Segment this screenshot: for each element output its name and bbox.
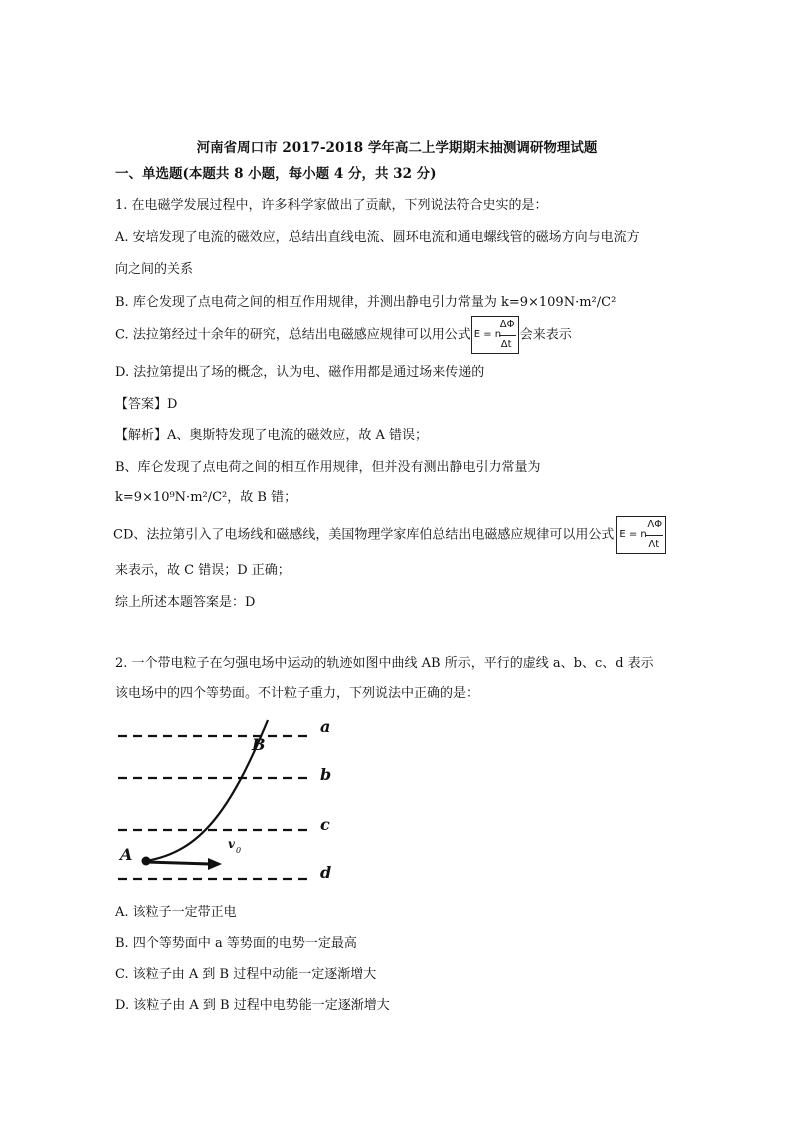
document-title: 河南省周口市 2017-2018 学年高二上学期期末抽测调研物理试题 bbox=[196, 140, 598, 156]
q1-option-a-line2: 向之间的关系 bbox=[115, 262, 194, 277]
q1-analysis-line2: B、库仑发现了点电荷之间的相互作用规律，但并没有测出静电引力常量为 bbox=[115, 460, 541, 475]
formula-fraction-bar bbox=[645, 535, 663, 536]
q1-analysis-line4-text: CD、法拉第引入了电场线和磁感线，美国物理学家库伯总结出电磁感应规律可以用公式 bbox=[113, 527, 615, 543]
formula-lhs: E = n bbox=[473, 329, 502, 340]
label-velocity-subscript: 0 bbox=[236, 846, 242, 855]
label-point-b: B bbox=[252, 735, 266, 754]
q2-stem-line1: 2. 一个带电粒子在匀强电场中运动的轨迹如图中曲线 AB 所示，平行的虚线 a、b、c、d 表示 bbox=[115, 656, 654, 671]
q2-option-a: A. 该粒子一定带正电 bbox=[115, 905, 237, 920]
formula-fraction-bar bbox=[499, 335, 516, 336]
equipotential-diagram bbox=[110, 712, 350, 892]
q1-answer: 【答案】D bbox=[115, 397, 178, 412]
formula-numerator: ΔΦ bbox=[499, 319, 515, 330]
label-point-a: A bbox=[120, 845, 133, 864]
formula-denominator: Δt bbox=[500, 339, 512, 350]
q1-analysis-line6: 综上所述本题答案是：D bbox=[115, 595, 256, 610]
q1-analysis-line1: 【解析】A、奥斯特发现了电流的磁效应，故 A 错误； bbox=[115, 428, 429, 443]
velocity-arrow bbox=[146, 862, 210, 864]
formula-emf-box-2 bbox=[616, 516, 666, 554]
label-a: a bbox=[320, 717, 331, 736]
formula-emf-box bbox=[471, 316, 519, 354]
q1-option-c-text: C. 法拉第经过十余年的研究，总结出电磁感应规律可以用公式 bbox=[115, 327, 471, 343]
q1-option-c bbox=[115, 316, 572, 354]
section-heading: 一、单选题(本题共 8 小题，每小题 4 分，共 32 分) bbox=[115, 166, 437, 182]
formula-lhs: E = n bbox=[619, 529, 647, 540]
arrow-head-icon bbox=[208, 858, 222, 870]
q1-stem: 1. 在电磁学发展过程中，许多科学家做出了贡献，下列说法符合史实的是： bbox=[115, 198, 548, 213]
q2-option-c: C. 该粒子由 A 到 B 过程中动能一定逐渐增大 bbox=[115, 967, 377, 982]
q1-analysis-line4 bbox=[113, 516, 666, 554]
q1-option-d: D. 法拉第提出了场的概念，认为电、磁作用都是通过场来传递的 bbox=[115, 365, 485, 380]
label-b: b bbox=[320, 765, 332, 784]
q1-option-b: B. 库仑发现了点电荷之间的相互作用规律，并测出静电引力常量为 k=9×109N·m²/C² bbox=[115, 295, 617, 310]
q1-option-a-line1: A. 安培发现了电流的磁效应，总结出直线电流、圆环电流和通电螺线管的磁场方向与电流方 bbox=[115, 230, 640, 245]
q2-option-b: B. 四个等势面中 a 等势面的电势一定最高 bbox=[115, 936, 357, 951]
q1-option-c-suffix: 会来表示 bbox=[519, 327, 572, 343]
label-c: c bbox=[320, 815, 330, 834]
q2-stem-line2: 该电场中的四个等势面。不计粒子重力，下列说法中正确的是： bbox=[115, 686, 480, 701]
formula-numerator: ΛΦ bbox=[647, 519, 663, 530]
q1-analysis-line3: k=9×10⁹N·m²/C²，故 B 错； bbox=[115, 490, 298, 505]
q1-analysis-line5: 来表示，故 C 错误；D 正确； bbox=[115, 563, 291, 578]
trajectory-curve bbox=[146, 720, 268, 861]
q2-option-d: D. 该粒子由 A 到 B 过程中电势能一定逐渐增大 bbox=[115, 998, 390, 1013]
label-velocity: v bbox=[228, 837, 235, 851]
label-d: d bbox=[320, 863, 332, 882]
formula-denominator: Λt bbox=[648, 539, 660, 550]
